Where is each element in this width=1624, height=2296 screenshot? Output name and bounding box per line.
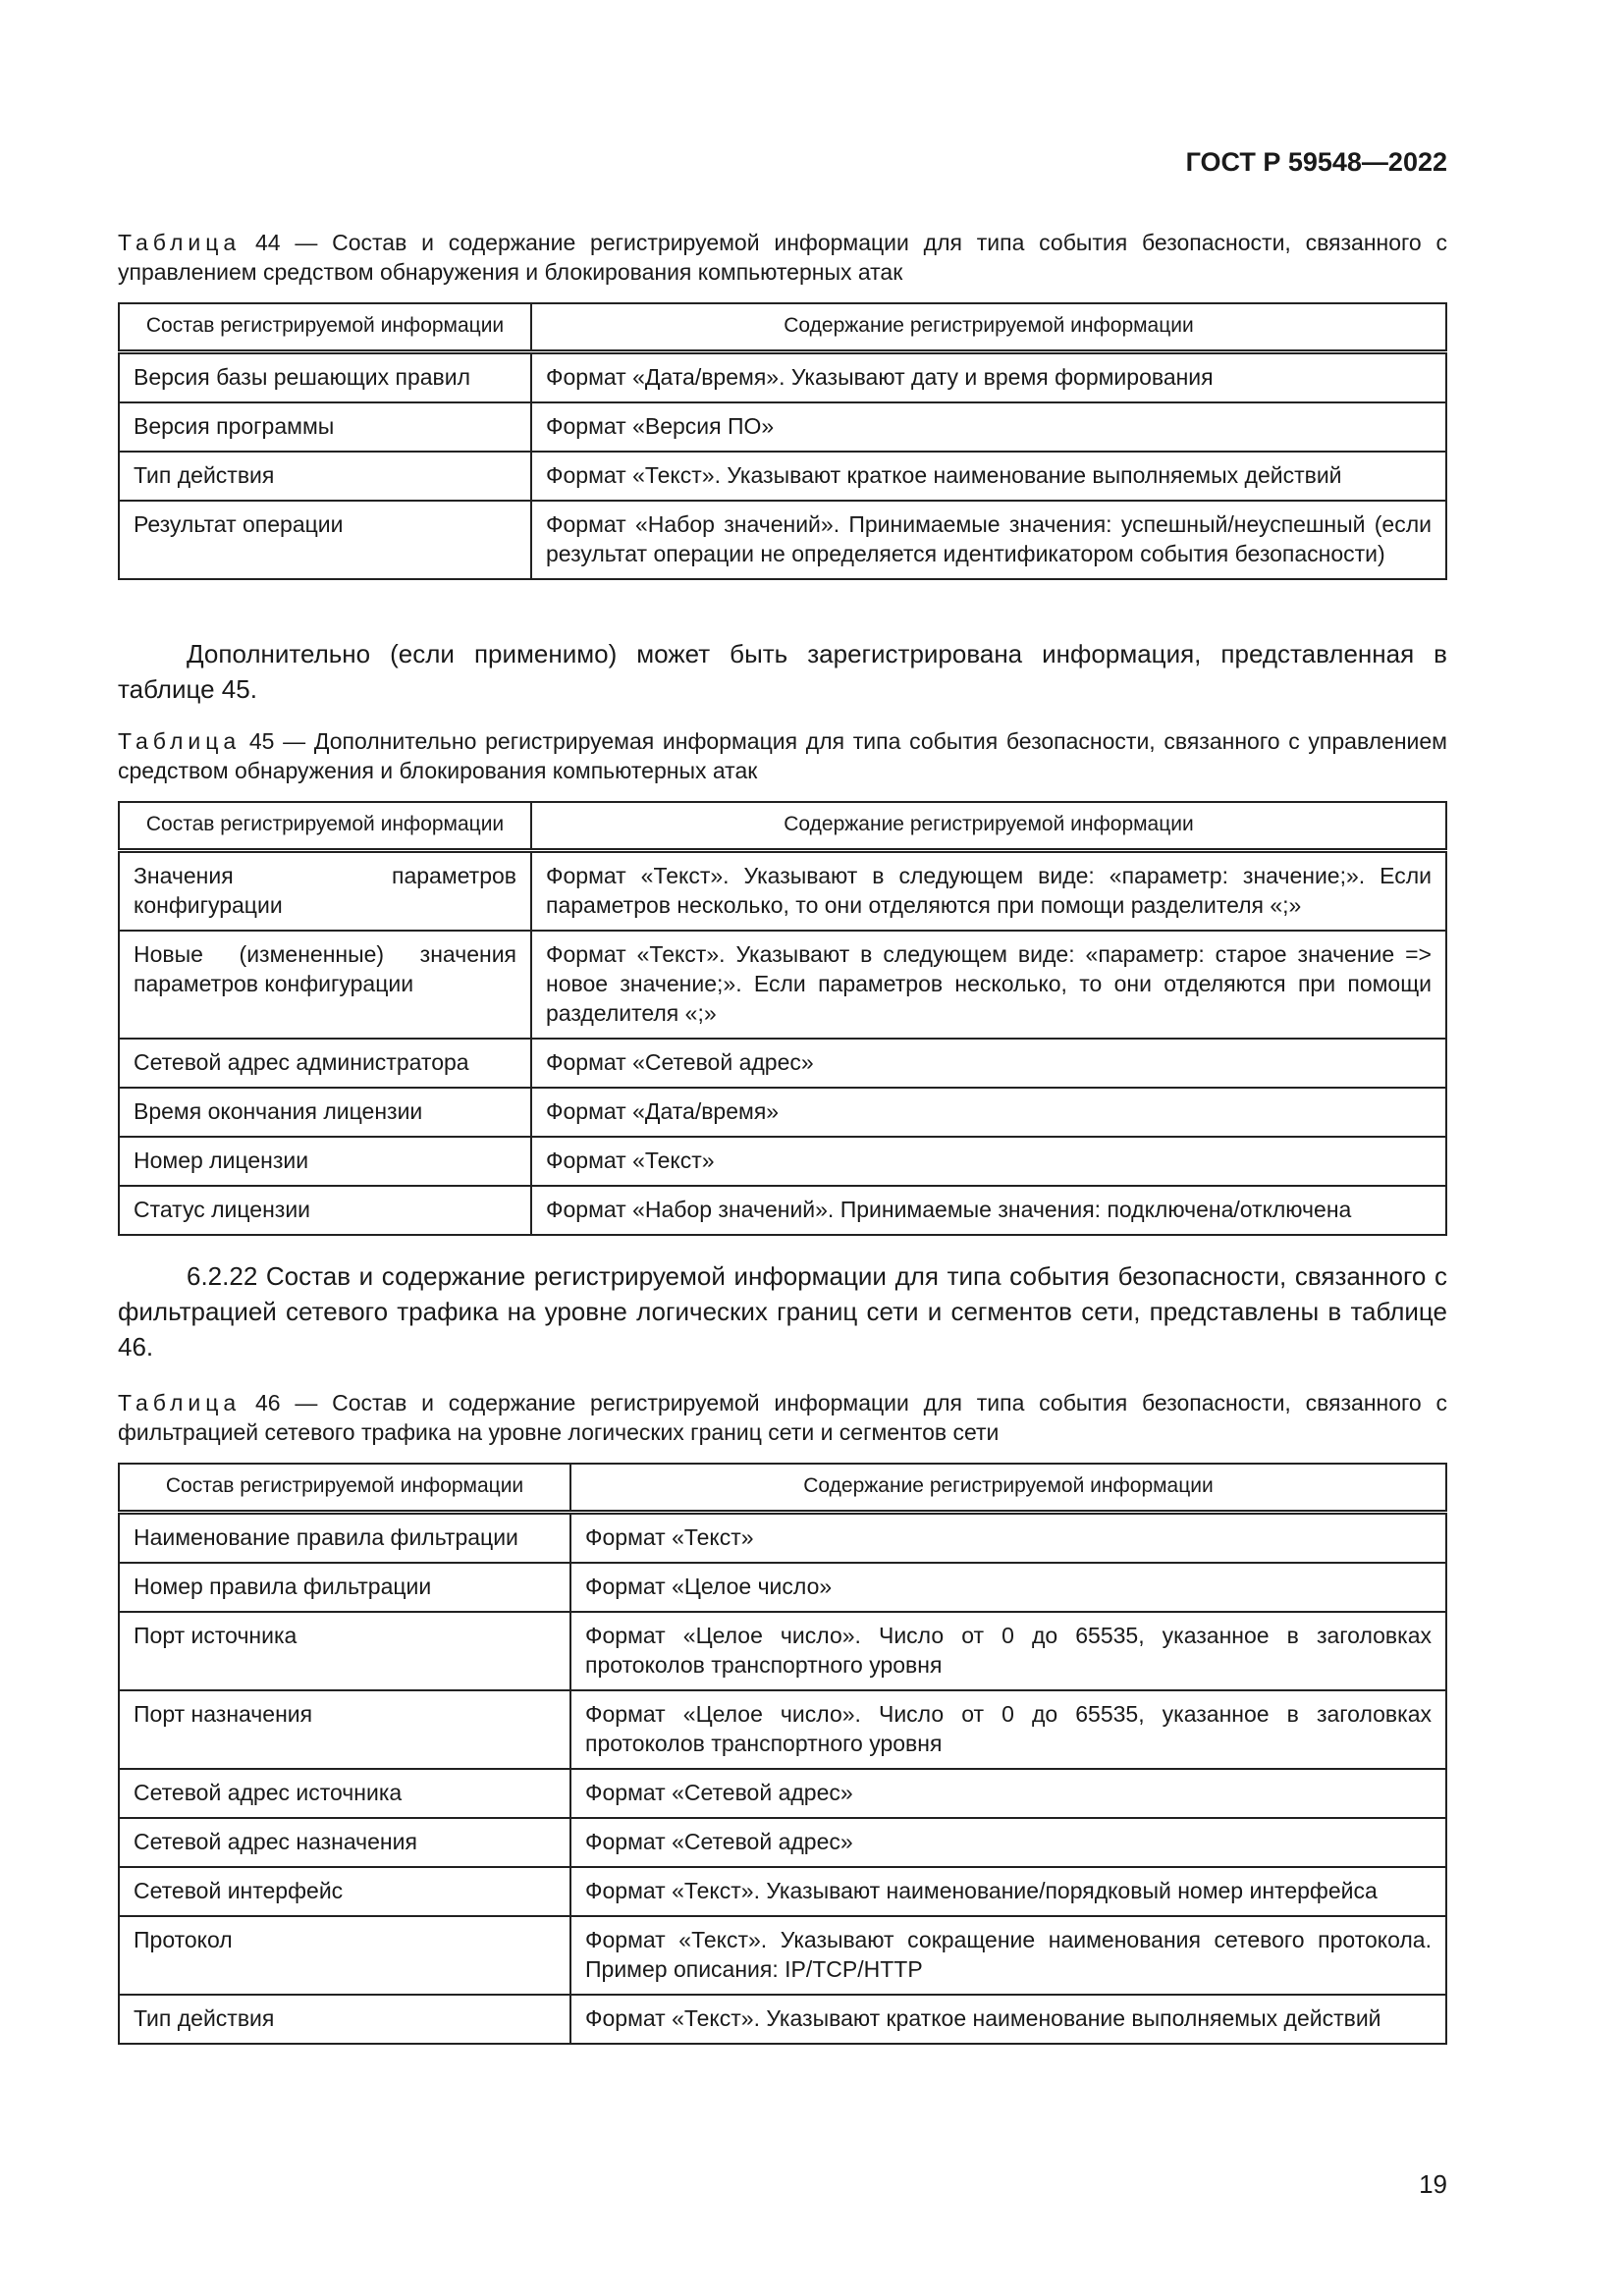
table-row [119, 851, 1446, 932]
caption-label: Таблица [118, 1390, 242, 1415]
row-content: Формат «Набор значений». Принимаемые значения: успешный/неуспешный (если результат операции не определяется идентификатором события безопасности) [531, 501, 1446, 579]
column-header: Состав регистрируемой информации [119, 1464, 570, 1513]
row-name: Новые (измененные) значения параметров конфигурации [119, 931, 531, 1039]
table-44-caption [118, 228, 1447, 287]
row-name: Порт назначения [119, 1690, 570, 1769]
column-header: Состав регистрируемой информации [119, 802, 531, 851]
row-content: Формат «Набор значений». Принимаемые значения: подключена/отключена [531, 1186, 1446, 1235]
table-44 [118, 302, 1447, 580]
row-name: Сетевой адрес назначения [119, 1818, 570, 1867]
row-name: Порт источника [119, 1612, 570, 1690]
table-row [119, 931, 1446, 1039]
caption-label: Таблица [118, 230, 242, 255]
table-row [119, 1916, 1446, 1995]
caption-label: Таблица [118, 728, 242, 754]
row-content: Формат «Целое число» [570, 1563, 1446, 1612]
row-content: Формат «Текст». Указывают наименование/порядковый номер интерфейса [570, 1867, 1446, 1916]
row-name: Тип действия [119, 452, 531, 501]
row-name: Тип действия [119, 1995, 570, 2044]
table-row [119, 1818, 1446, 1867]
table-row [119, 1088, 1446, 1137]
table-45-caption [118, 726, 1447, 785]
row-name: Время окончания лицензии [119, 1088, 531, 1137]
table-row [119, 1039, 1446, 1088]
table-46-caption [118, 1388, 1447, 1447]
table-row [119, 1612, 1446, 1690]
row-content: Формат «Целое число». Число от 0 до 65535, указанное в заголовках протоколов транспортного уровня [570, 1690, 1446, 1769]
table-row [119, 1995, 1446, 2044]
row-name: Номер правила фильтрации [119, 1563, 570, 1612]
table-row [119, 1690, 1446, 1769]
row-content: Формат «Версия ПО» [531, 402, 1446, 452]
row-content: Формат «Сетевой адрес» [570, 1769, 1446, 1818]
table-row [119, 352, 1446, 403]
row-content: Формат «Текст». Указывают сокращение наименования сетевого протокола. Пример описания: IP/TCP/HTTP [570, 1916, 1446, 1995]
row-content: Формат «Текст» [570, 1513, 1446, 1564]
caption-text: 44 — Состав и содержание регистрируемой информации для типа события безопасности, связанного с управлением средством обнаружения и блокирования компьютерных атак [118, 230, 1447, 285]
row-name: Номер лицензии [119, 1137, 531, 1186]
row-name: Результат операции [119, 501, 531, 579]
row-name: Протокол [119, 1916, 570, 1995]
row-name: Версия базы решающих правил [119, 352, 531, 403]
table-row [119, 1137, 1446, 1186]
row-content: Формат «Сетевой адрес» [570, 1818, 1446, 1867]
row-content: Формат «Дата/время» [531, 1088, 1446, 1137]
column-header: Содержание регистрируемой информации [531, 802, 1446, 851]
row-content: Формат «Дата/время». Указывают дату и время формирования [531, 352, 1446, 403]
table-row [119, 452, 1446, 501]
table-row [119, 1867, 1446, 1916]
caption-text: 45 — Дополнительно регистрируемая информация для типа события безопасности, связанного с управлением средством обнаружения и блокирования компьютерных атак [118, 728, 1447, 783]
paragraph: Дополнительно (если применимо) может быть зарегистрирована информация, представленная в таблице 45. [118, 639, 1447, 704]
row-name: Статус лицензии [119, 1186, 531, 1235]
table-row [119, 1513, 1446, 1564]
row-name: Наименование правила фильтрации [119, 1513, 570, 1564]
row-content: Формат «Текст». Указывают в следующем виде: «параметр: значение;». Если параметров несколько, то они отделяются при помощи разделителя «;» [531, 851, 1446, 932]
standard-header: ГОСТ Р 59548—2022 [1185, 147, 1447, 177]
paragraph: 6.2.22 Состав и содержание регистрируемой информации для типа события безопасности, связанного с фильтрацией сетевого трафика на уровне логических границ сети и сегментов сети, представлены в таблице 46. [118, 1261, 1447, 1362]
page-number: 19 [1419, 2169, 1447, 2199]
column-header: Содержание регистрируемой информации [531, 303, 1446, 352]
table-row [119, 402, 1446, 452]
row-content: Формат «Целое число». Число от 0 до 65535, указанное в заголовках протоколов транспортного уровня [570, 1612, 1446, 1690]
column-header: Содержание регистрируемой информации [570, 1464, 1446, 1513]
row-content: Формат «Текст». Указывают краткое наименование выполняемых действий [531, 452, 1446, 501]
row-name: Значения параметров конфигурации [119, 851, 531, 932]
column-header: Состав регистрируемой информации [119, 303, 531, 352]
table-row [119, 1769, 1446, 1818]
row-content: Формат «Текст». Указывают краткое наименование выполняемых действий [570, 1995, 1446, 2044]
row-content: Формат «Текст». Указывают в следующем виде: «параметр: старое значение => новое значение;». Если параметров несколько, то они отделяются при помощи разделителя «;» [531, 931, 1446, 1039]
row-name: Сетевой адрес источника [119, 1769, 570, 1818]
row-content: Формат «Текст» [531, 1137, 1446, 1186]
row-name: Сетевой интерфейс [119, 1867, 570, 1916]
table-row [119, 1186, 1446, 1235]
table-row [119, 501, 1446, 579]
caption-text: 46 — Состав и содержание регистрируемой информации для типа события безопасности, связанного с фильтрацией сетевого трафика на уровне логических границ сети и сегментов сети [118, 1390, 1447, 1445]
table-45 [118, 801, 1447, 1236]
row-content: Формат «Сетевой адрес» [531, 1039, 1446, 1088]
row-name: Сетевой адрес администратора [119, 1039, 531, 1088]
table-46 [118, 1463, 1447, 2045]
row-name: Версия программы [119, 402, 531, 452]
table-row [119, 1563, 1446, 1612]
